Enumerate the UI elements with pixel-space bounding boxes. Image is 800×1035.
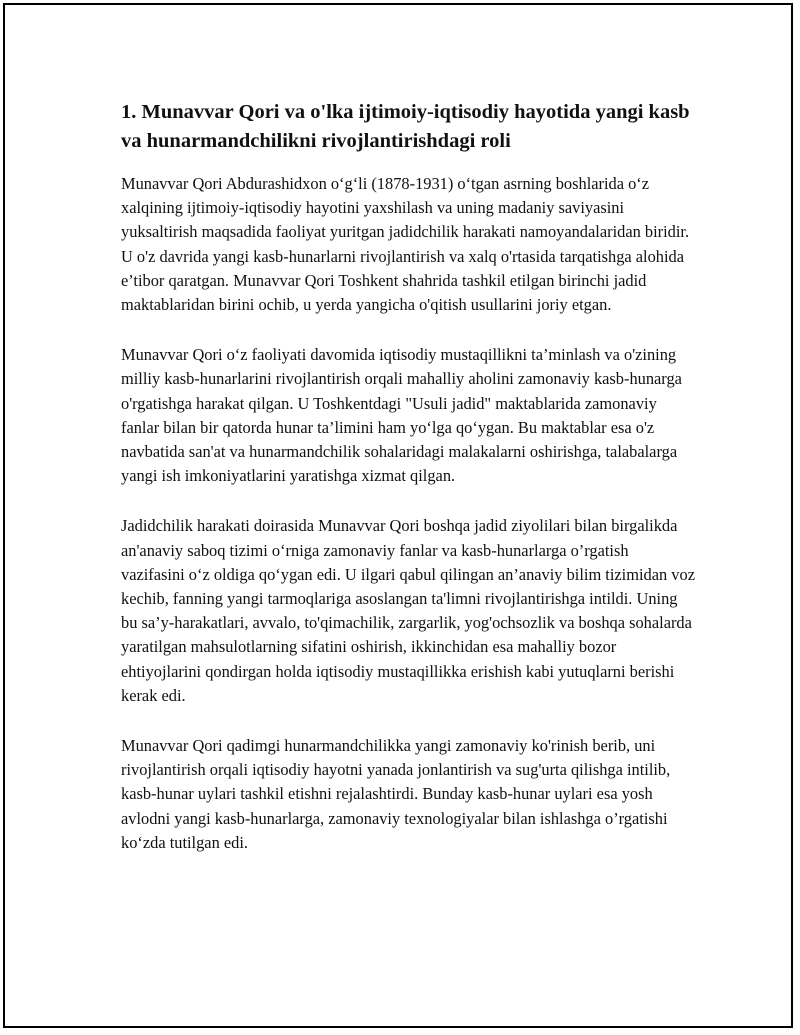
paragraph-3: Jadidchilik harakati doirasida Munavvar Qori boshqa jadid ziyolilari bilan birgalikda an'anaviy saboq tizimi o‘rniga zamonaviy fanlar va kasb-hunarlarga o’rgatish vazifasini o‘z oldiga qo‘ygan edi. U ilgari qabul qilingan an’anaviy bilim tizimidan voz kechib, fanning yangi tarmoqlariga asoslangan ta'limni rivojlantirishga intildi. Uning bu sa’y-harakatlari, avvalo, to'qimachilik, zargarlik, yog'ochsozlik va boshqa sohalarda yaratilgan mahsulotlarning sifatini oshirish, ikkinchidan esa mahalliy bozor ehtiyojlarini qondirgan holda iqtisodiy mustaqillikka erishish kabi yutuqlarni berishi kerak edi.: [121, 516, 695, 705]
page-frame: [3, 3, 793, 1028]
paragraph-1: Munavvar Qori Abdurashidxon o‘g‘li (1878-1931) o‘tgan asrning boshlarida o‘z xalqining ijtimoiy-iqtisodiy hayotini yaxshilash va uning madaniy saviyasini yuksaltirish maqsadida faoliyat yuritgan jadidchilik harakati namoyandalaridan biridir. U o'z davrida yangi kasb-hunarlarni rivojlantirish va xalq o'rtasida tarqatishga alohida e’tibor qaratgan. Munavvar Qori Toshkent shahrida tashkil etilgan birinchi jadid maktablaridan birini ochib, u yerda yangicha o'qitish usullarini joriy etgan.: [121, 174, 690, 315]
paragraph-2: Munavvar Qori o‘z faoliyati davomida iqtisodiy mustaqillikni ta’minlash va o'zining milliy kasb-hunarlarini rivojlantirish orqali mahalliy aholini zamonaviy kasb-hunarga o'rgatishga harakat qilgan. U Toshkentdagi "Usuli jadid" maktablarida zamonaviy fanlar bilan bir qatorda hunar ta’limini ham yo‘lga qo‘ygan. Bu maktablar esa o'z navbatida san'at va hunarmandchilik sohalaridagi malakalarni oshirishga, talabalarga yangi ish imkoniyatlarini yaratishga xizmat qilgan.: [121, 345, 682, 486]
document-body: [121, 98, 696, 881]
section-heading: 1. Munavvar Qori va o'lka ijtimoiy-iqtisodiy hayotida yangi kasb va hunarmandchilikni rivojlantirishdagi roli: [121, 101, 690, 152]
paragraph-4: Munavvar Qori qadimgi hunarmandchilikka yangi zamonaviy ko'rinish berib, uni rivojlantirish orqali iqtisodiy hayotni yanada jonlantirish va sug'urta qilishga intilib, kasb-hunar uylari tashkil etishni rejalashtirdi. Bunday kasb-hunar uylari esa yosh avlodni yangi kasb-hunarlarga, zamonaviy texnologiyalar bilan ishlashga o’rgatishi ko‘zda tutilgan edi.: [121, 736, 671, 852]
